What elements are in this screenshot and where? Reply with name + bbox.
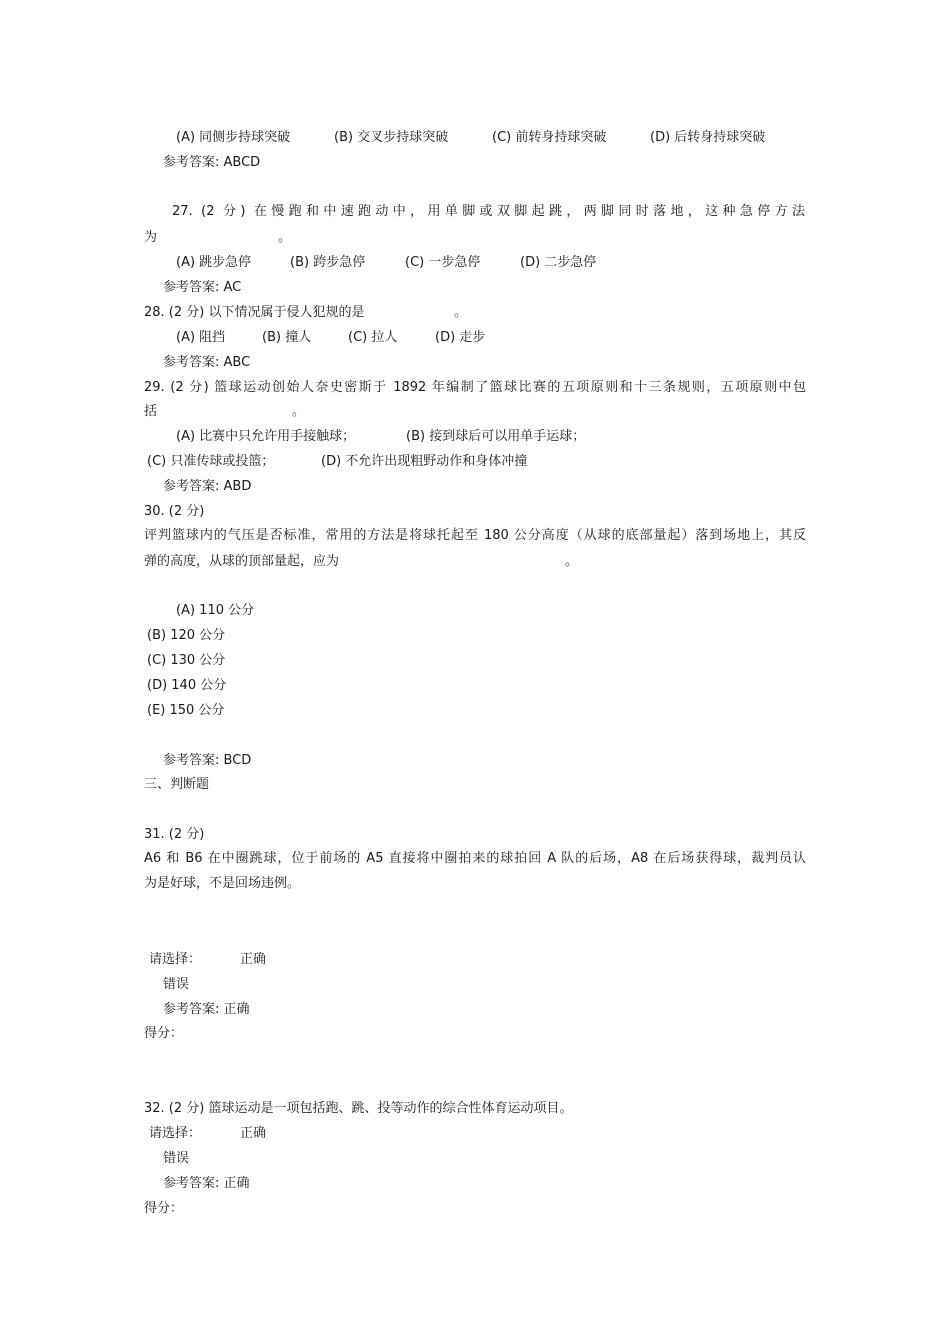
q26-option-c[interactable]: (C) 前转身持球突破 (492, 130, 607, 145)
section-heading-judgement: 三、判断题 (144, 777, 210, 792)
q31-select-label: 请选择： (149, 952, 202, 967)
q31-question-cont: 为是好球，不是回场违例。 (144, 876, 301, 891)
q27-option-b[interactable]: (B) 跨步急停 (290, 255, 366, 270)
q26-answer: 参考答案: ABCD (163, 155, 261, 170)
q30-option-d[interactable]: (D) 140 公分 (147, 678, 227, 693)
q32-choice-false[interactable]: 错误 (163, 1151, 190, 1166)
q27-question-cont: 为 (144, 230, 158, 245)
q31-header: 31. (2 分) (144, 827, 205, 842)
q30-question-end: 。 (565, 554, 579, 569)
q32-choice-true[interactable]: 正确 (240, 1126, 267, 1141)
q29-option-b[interactable]: (B) 接到球后可以用单手运球； (406, 429, 586, 444)
q29-option-a[interactable]: (A) 比赛中只允许用手接触球； (176, 429, 356, 444)
q28-option-c[interactable]: (C) 拉人 (348, 330, 398, 345)
q28-question-end: 。 (454, 305, 468, 320)
q32-score-label: 得分： (144, 1201, 184, 1216)
q30-option-c[interactable]: (C) 130 公分 (147, 653, 226, 668)
q30-header: 30. (2 分) (144, 504, 205, 519)
q30-option-b[interactable]: (B) 120 公分 (147, 628, 226, 643)
q30-question: 评判篮球内的气压是否标准，常用的方法是将球托起至 180 公分高度（从球的底部量起）落到场地上，其反 (144, 528, 806, 543)
q31-choice-true[interactable]: 正确 (240, 952, 267, 967)
q29-option-c[interactable]: (C) 只准传球或投篮； (147, 454, 275, 469)
q30-answer: 参考答案: BCD (163, 753, 252, 768)
q31-question: A6 和 B6 在中圈跳球，位于前场的 A5 直接将中圈拍来的球拍回 A 队的后场，A8 在后场获得球，裁判员认 (144, 851, 806, 866)
q32-answer: 参考答案: 正确 (163, 1176, 250, 1191)
q27-option-d[interactable]: (D) 二步急停 (520, 255, 597, 270)
q29-question: 29. (2 分) 篮球运动创始人奈史密斯于 1892 年编制了篮球比赛的五项原则和十三条规则，五项原则中包 (144, 380, 806, 395)
q31-choice-false[interactable]: 错误 (163, 977, 190, 992)
q30-question-cont: 弹的高度，从球的顶部量起，应为 (144, 554, 340, 569)
q28-option-b[interactable]: (B) 撞人 (262, 330, 312, 345)
q27-option-a[interactable]: (A) 跳步急停 (176, 255, 252, 270)
q29-option-d[interactable]: (D) 不允许出现粗野动作和身体冲撞 (321, 454, 528, 469)
q31-answer: 参考答案: 正确 (163, 1002, 250, 1017)
q27-question-end: 。 (278, 230, 292, 245)
q31-score-label: 得分： (144, 1026, 184, 1041)
q27-question: 27. (2 分) 在慢跑和中速跑动中，用单脚或双脚起跳，两脚同时落地，这种急停方法 (172, 204, 805, 219)
q28-option-a[interactable]: (A) 阻挡 (176, 330, 226, 345)
q30-option-e[interactable]: (E) 150 公分 (147, 703, 225, 718)
q27-answer: 参考答案: AC (163, 280, 242, 295)
q29-answer: 参考答案: ABD (163, 479, 252, 494)
q26-option-b[interactable]: (B) 交叉步持球突破 (334, 130, 449, 145)
q26-option-a[interactable]: (A) 同侧步持球突破 (176, 130, 291, 145)
q28-answer: 参考答案: ABC (163, 355, 251, 370)
q26-option-d[interactable]: (D) 后转身持球突破 (650, 130, 766, 145)
q28-question: 28. (2 分) 以下情况属于侵人犯规的是 (144, 305, 365, 320)
q27-option-c[interactable]: (C) 一步急停 (405, 255, 481, 270)
q28-option-d[interactable]: (D) 走步 (435, 330, 486, 345)
q32-select-label: 请选择： (149, 1126, 202, 1141)
q30-option-a[interactable]: (A) 110 公分 (176, 603, 255, 618)
q32-question: 32. (2 分) 篮球运动是一项包括跑、跳、投等动作的综合性体育运动项目。 (144, 1101, 573, 1116)
q29-question-end: 。 (292, 404, 306, 419)
q29-question-cont: 括 (144, 404, 158, 419)
